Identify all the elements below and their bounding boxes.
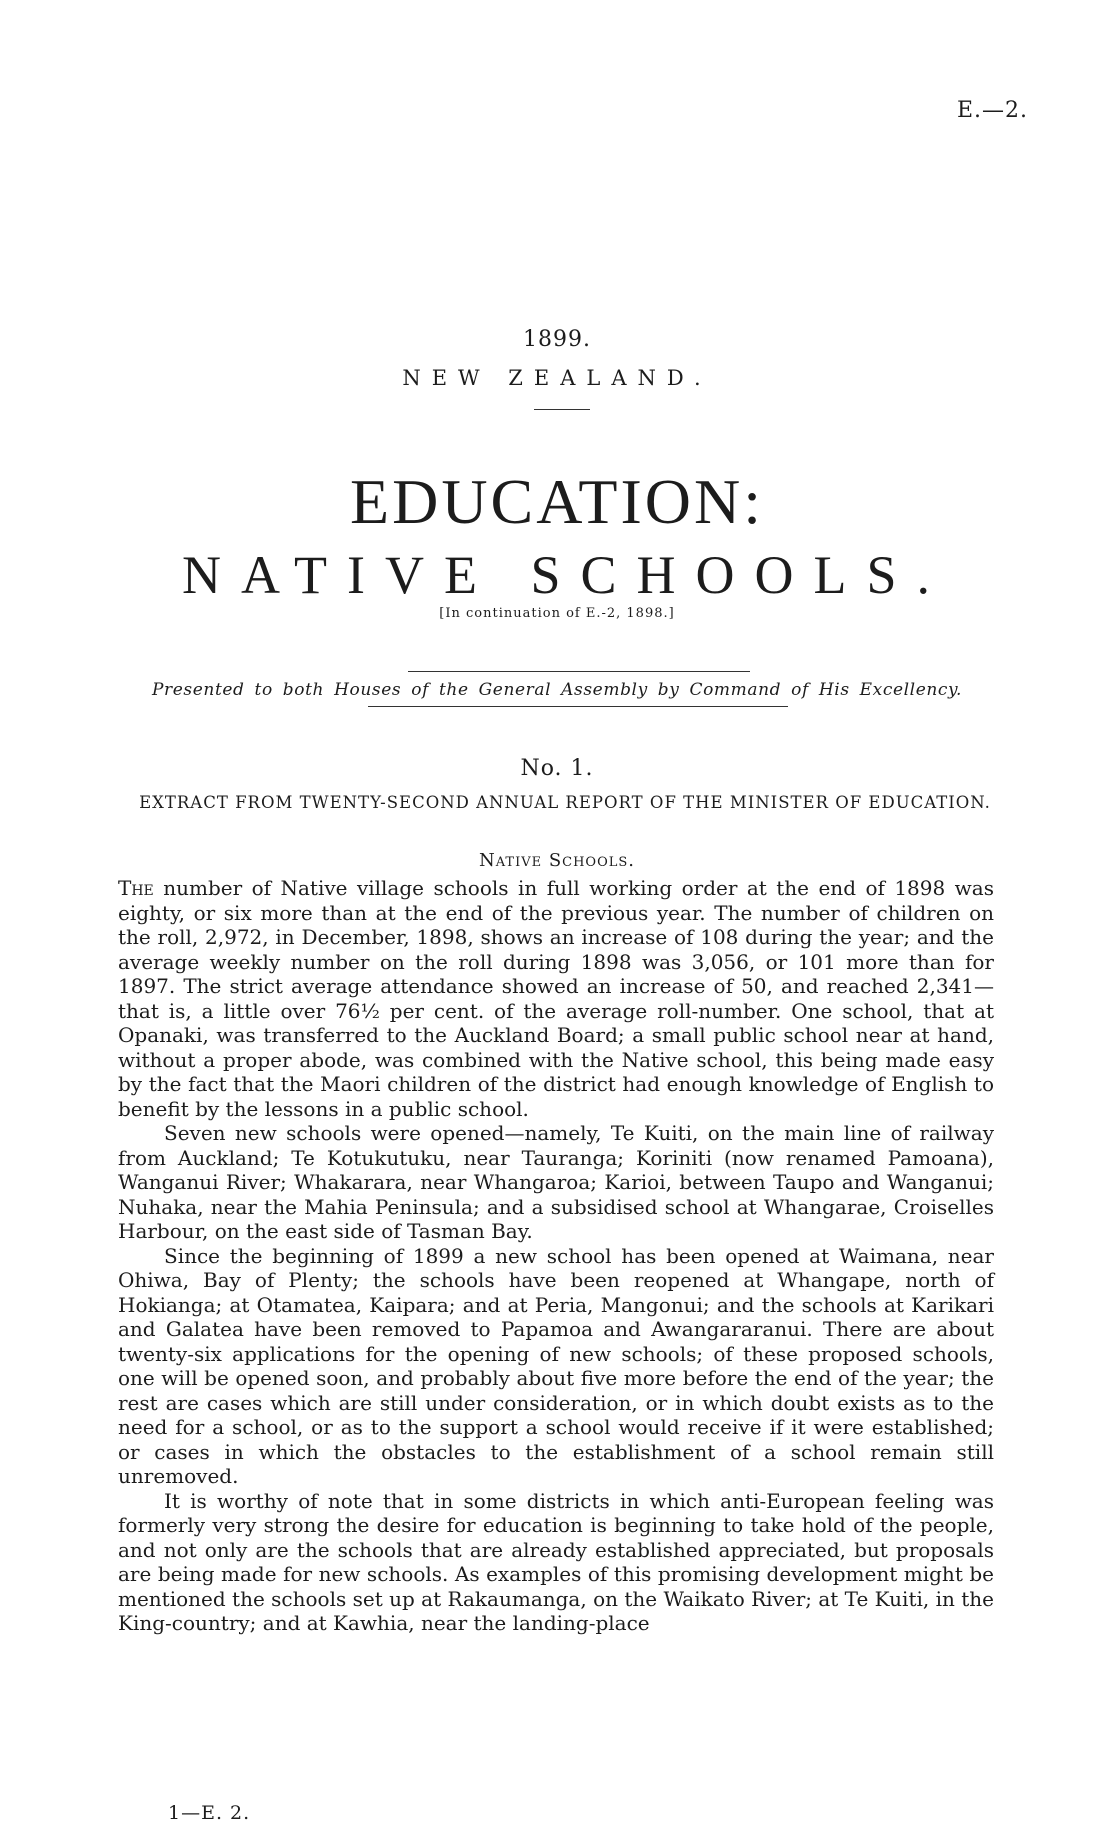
continuation-note: [In continuation of E.-2, 1898.] <box>439 606 675 621</box>
divider <box>368 706 788 707</box>
paragraph: Since the beginning of 1899 a new school has been opened at Waimana, near Ohiwa, Bay of Plenty; the schools have been reopened at Whangape, north of Hokianga; at Otamatea, Kaipara; and at Peria, Mangonui; and the schools at Karikari and Galatea have been removed to Papamoa and Awangararanui. There are about twenty-six applications for the opening of new schools; of these proposed schools, one will be opened soon, and probably about five more before the end of the year; the rest are cases which are still under consideration, or in which doubt exists as to the need for a school, or as to the support a school would receive if it were established; or cases in which the obstacles to the establishment of a school remain still unremoved. <box>118 1243 994 1488</box>
section-heading: Native Schools. <box>478 850 636 871</box>
divider <box>534 409 590 410</box>
main-title: EDUCATION: <box>350 466 764 537</box>
paragraph: Seven new schools were opened—namely, Te Kuiti, on the main line of railway from Auckland; Te Kotukutuku, near Tauranga; Koriniti (now renamed Pamoana), Wanganui River; Whakarara, near Whangaroa; Karioi, between Taupo and Wanganui; Nuhaka, near the Mahia Peninsula; and a subsidised school at Whangarae, Croiselles Harbour, on the east side of Tasman Bay. <box>118 1121 994 1243</box>
page-reference: E.—2. <box>956 98 1028 123</box>
body-text <box>118 876 994 1636</box>
presentation-line: Presented to both Houses of the General Assembly by Command of His Excellency. <box>152 680 962 700</box>
page-folio: 1—E. 2. <box>168 1802 251 1824</box>
document-year: 1899. <box>523 327 591 352</box>
country-name: NEW ZEALAND. <box>402 366 712 390</box>
sub-title: NATIVE SCHOOLS. <box>181 545 951 605</box>
paragraph-lead: The <box>118 876 154 900</box>
divider <box>408 671 750 672</box>
report-number: No. 1. <box>520 756 594 781</box>
paragraph: It is worthy of note that in some districts in which anti-European feeling was formerly very strong the desire for education is beginning to take hold of the people, and not only are the schools that are already established appreciated, but proposals are being made for new schools. As examples of this promising development might be mentioned the schools set up at Rakaumanga, on the Waikato River; at Te Kuiti, in the King-country; and at Kawhia, near the landing-place <box>118 1488 994 1635</box>
paragraph-text: number of Native village schools in full working order at the end of 1898 was eighty, or six more than at the end of the previous year. The number of children on the roll, 2,972, in December, 1898, shows an increase of 108 during the year; and the average weekly number on the roll during 1898 was 3,056, or 101 more than for 1897. The strict average attendance showed an increase of 50, and reached 2,341—that is, a little over 76½ per cent. of the average roll-number. One school, that at Opanaki, was transferred to the Auckland Board; a small public school near at hand, without a proper abode, was combined with the Native school, this being made easy by the fact that the Maori children of the district had enough knowledge of English to benefit by the lessons in a public school. <box>118 876 994 1121</box>
report-heading: EXTRACT FROM TWENTY-SECOND ANNUAL REPORT OF THE MINISTER OF EDUCATION. <box>139 793 991 812</box>
paragraph <box>118 876 994 1121</box>
